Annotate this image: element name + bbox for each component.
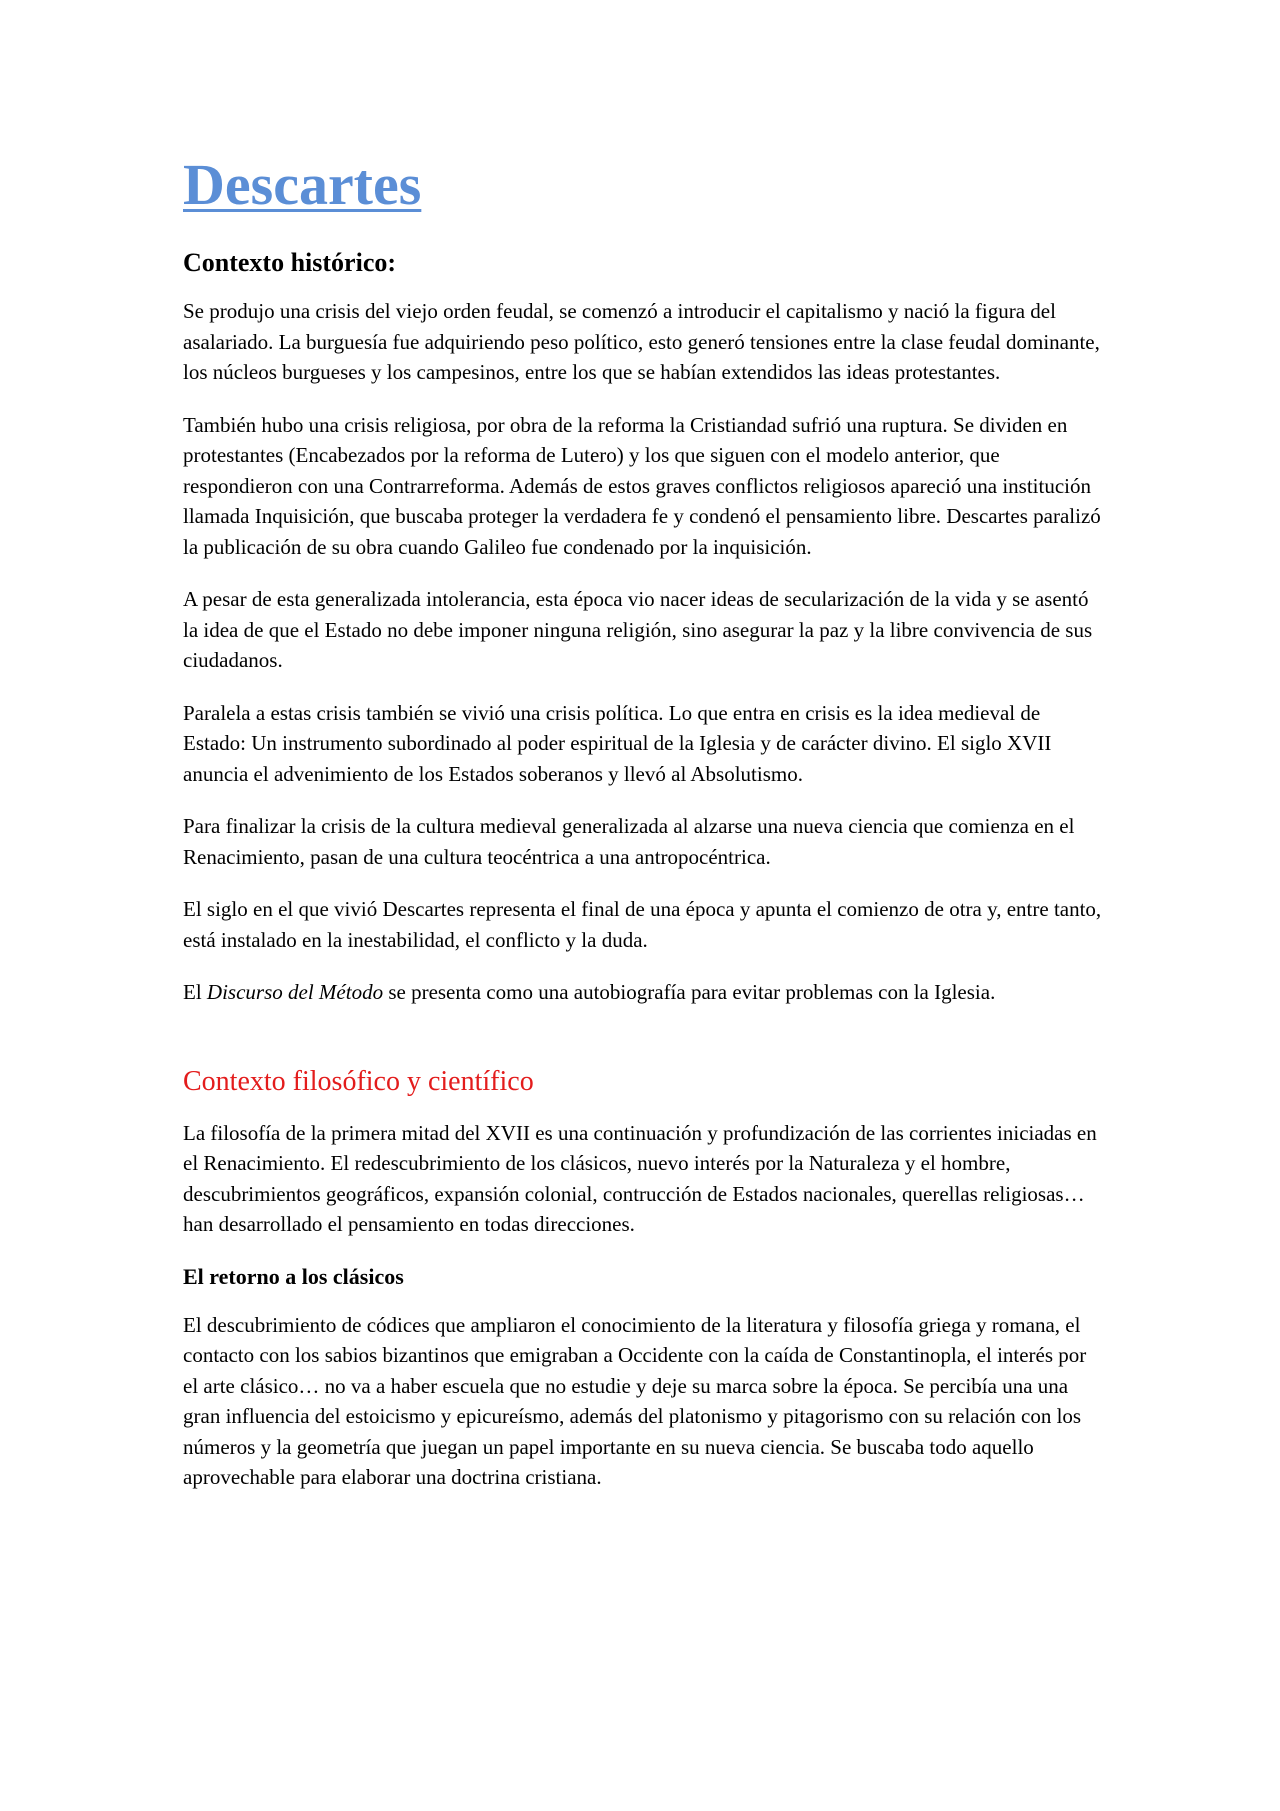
paragraph-political-crisis: Paralela a estas crisis también se vivió una crisis política. Lo que entra en crisis es la idea medieval de Estado: Un instrumento subordinado al poder espiritual de la Iglesia y de carácter divino. El siglo XVII anuncia el advenimiento de los Estados soberanos y llevó al Absolutismo. xyxy=(183,700,1052,786)
subheading-return-to-classics: El retorno a los clásicos xyxy=(183,1263,404,1289)
paragraph-cultural-crisis: Para finalizar la crisis de la cultura medieval generalizada al alzarse una nueva ciencia que comienza en el Renacimiento, pasan de una cultura teocéntrica a una antropocéntrica. xyxy=(183,814,1075,869)
paragraph-feudal-crisis: Se produjo una crisis del viejo orden feudal, se comenzó a introducir el capitalismo y nació la figura del asalariado. La burguesía fue adquiriendo peso político, esto generó tensiones entre la clase feudal dominante, los núcleos burgueses y los campesinos, entre los que se habían extendidos las ideas protestantes. xyxy=(183,299,1100,384)
document-title: Descartes xyxy=(183,152,422,217)
paragraph-discourse-method xyxy=(183,977,1103,1008)
document-page xyxy=(183,150,1103,1515)
book-title-italic: Discurso del Método xyxy=(206,980,384,1004)
paragraph-classics: El descubrimiento de códices que ampliaron el conocimiento de la literatura y filosofía griega y romana, el contacto con los sabios bizantinos que emigraban a Occidente con la caída de Constantinopla, el interés por el arte clásico… no va a haber escuela que no estudie y deje su marca sobre la época. Se percibía una una gran influencia del estoicismo y epicureísmo, además del platonismo y pitagorismo con su relación con los números y la geometría que juegan un papel importante en su nueva ciencia. Se buscaba todo aquello aprovechable para elaborar una doctrina cristiana. xyxy=(183,1312,1087,1489)
section-heading-philosophical-context: Contexto filosófico y científico xyxy=(183,1065,534,1097)
text-segment: El xyxy=(183,980,207,1004)
section-heading-historical-context: Contexto histórico: xyxy=(183,248,397,277)
paragraph-secularization: A pesar de esta generalizada intolerancia, esta época vio nacer ideas de secularización de la vida y se asentó la idea de que el Estado no debe imponer ninguna religión, sino asegurar la paz y la libre convivencia de sus ciudadanos. xyxy=(183,587,1093,672)
paragraph-descartes-century: El siglo en el que vivió Descartes representa el final de una época y apunta el comienzo de otra y, entre tanto, está instalado en la inestabilidad, el conflicto y la duda. xyxy=(183,897,1102,952)
paragraph-philosophy-intro: La filosofía de la primera mitad del XVII es una continuación y profundización de las corrientes iniciadas en el Renacimiento. El redescubrimiento de los clásicos, nuevo interés por la Naturaleza y el hombre, descubrimientos geográficos, expansión colonial, contrucción de Estados nacionales, querellas religiosas… han desarrollado el pensamiento en todas direcciones. xyxy=(183,1120,1097,1236)
text-segment: se presenta como una autobiografía para evitar problemas con la Iglesia. xyxy=(383,980,996,1004)
paragraph-religious-crisis: También hubo una crisis religiosa, por obra de la reforma la Cristiandad sufrió una ruptura. Se dividen en protestantes (Encabezados por la reforma de Lutero) y los que siguen con el modelo anterior, que respondieron con una Contrarreforma. Además de estos graves conflictos religiosos apareció una institución llamada Inquisición, que buscaba proteger la verdadera fe y condenó el pensamiento libre. Descartes paralizó la publicación de su obra cuando Galileo fue condenado por la inquisición. xyxy=(183,412,1101,559)
